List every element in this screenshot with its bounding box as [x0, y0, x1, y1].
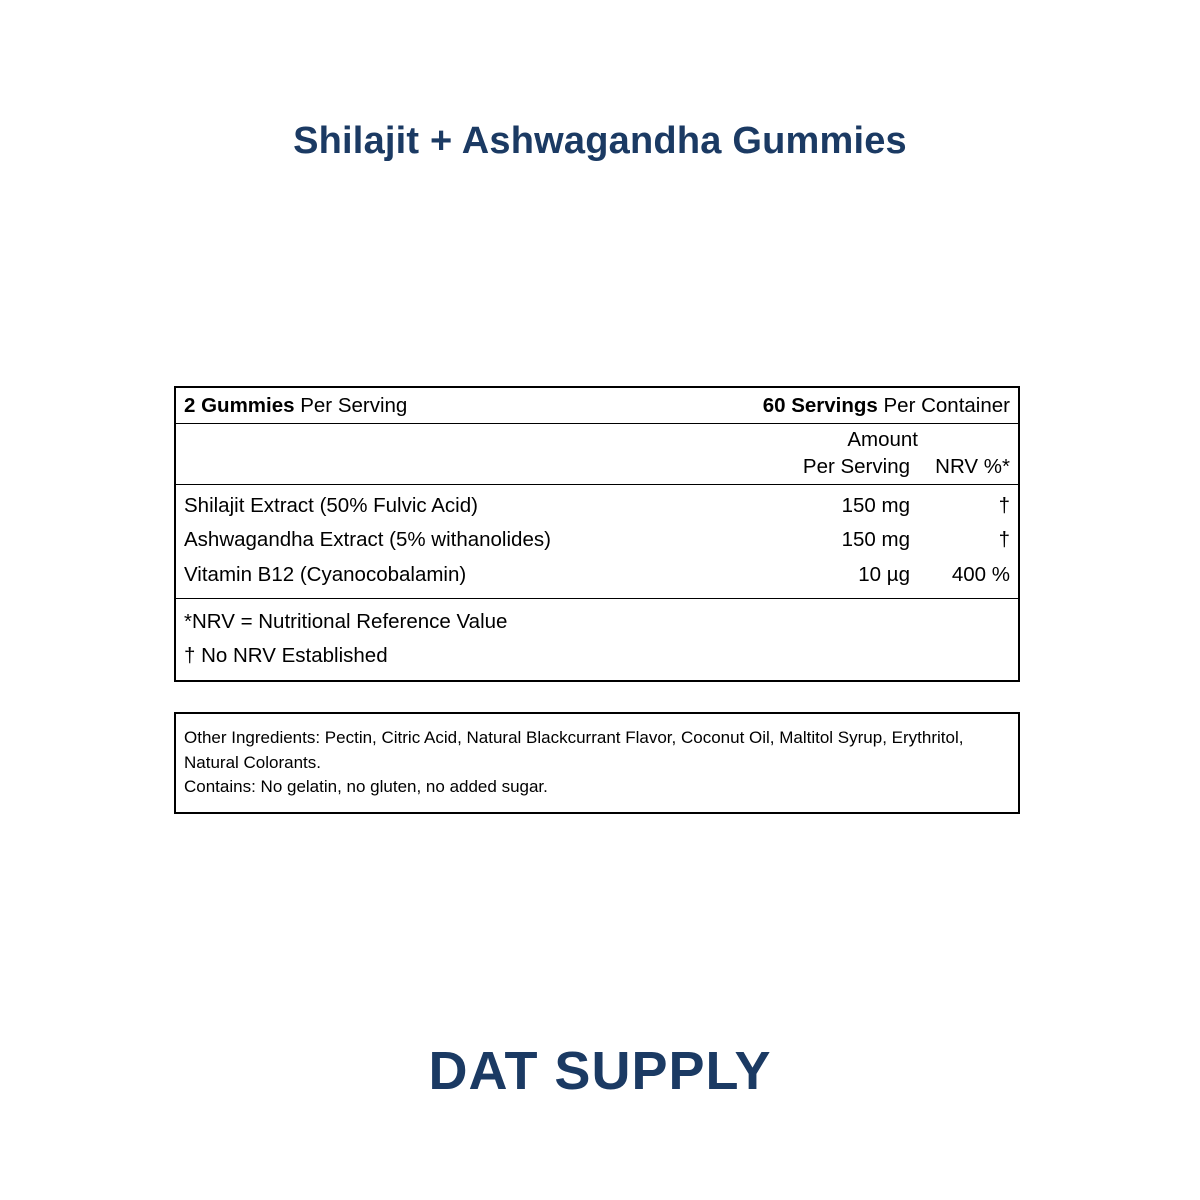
servings-per-container-value: 60 Servings: [762, 394, 878, 417]
per-serving-header: Per Serving: [802, 455, 910, 478]
nutrient-name: Ashwagandha Extract (5% withanolides): [184, 528, 551, 552]
other-ingredients-text: Other Ingredients: Pectin, Citric Acid, Natural Blackcurrant Flavor, Coconut Oil, Maltitol Syrup, Erythritol, Natural Colorants.: [184, 728, 964, 772]
footnotes: [176, 599, 1018, 679]
nutrient-nrv: 400 %: [951, 562, 1010, 586]
serving-size: [184, 394, 407, 418]
amount-column-header: [176, 424, 1018, 485]
nutrient-amount: 150 mg: [841, 528, 910, 552]
serving-size-value: 2 Gummies: [184, 394, 295, 417]
nutrient-list: [176, 485, 1018, 599]
page-title: Shilajit + Ashwagandha Gummies: [293, 120, 907, 162]
nrv-header: NRV %*: [935, 455, 1010, 478]
nutrient-amount: 150 mg: [841, 494, 910, 517]
contains-text: Contains: No gelatin, no gluten, no added sugar.: [184, 777, 548, 797]
nutrient-amount: 10 µg: [858, 562, 910, 586]
nutrient-name: Shilajit Extract (50% Fulvic Acid): [184, 494, 478, 517]
ingredients-panel: [174, 712, 1020, 814]
nutrient-nrv: †: [998, 494, 1010, 517]
serving-size-label: Per Serving: [294, 394, 408, 417]
footnote-no-nrv: † No NRV Established: [184, 643, 388, 667]
table-row: [184, 558, 1010, 592]
supplement-facts-panel: [174, 386, 1020, 682]
table-row: [184, 523, 1010, 557]
serving-info-row: [176, 388, 1018, 424]
amount-header: Amount: [847, 428, 918, 451]
table-row: [184, 489, 1010, 523]
servings-per-container-label: Per Container: [877, 394, 1010, 417]
nutrient-name: Vitamin B12 (Cyanocobalamin): [184, 562, 467, 586]
brand-name: DAT SUPPLY: [428, 1041, 772, 1101]
footnote-nrv-definition: *NRV = Nutritional Reference Value: [184, 610, 508, 634]
servings-per-container: [763, 394, 1010, 418]
nutrient-nrv: †: [998, 528, 1010, 552]
